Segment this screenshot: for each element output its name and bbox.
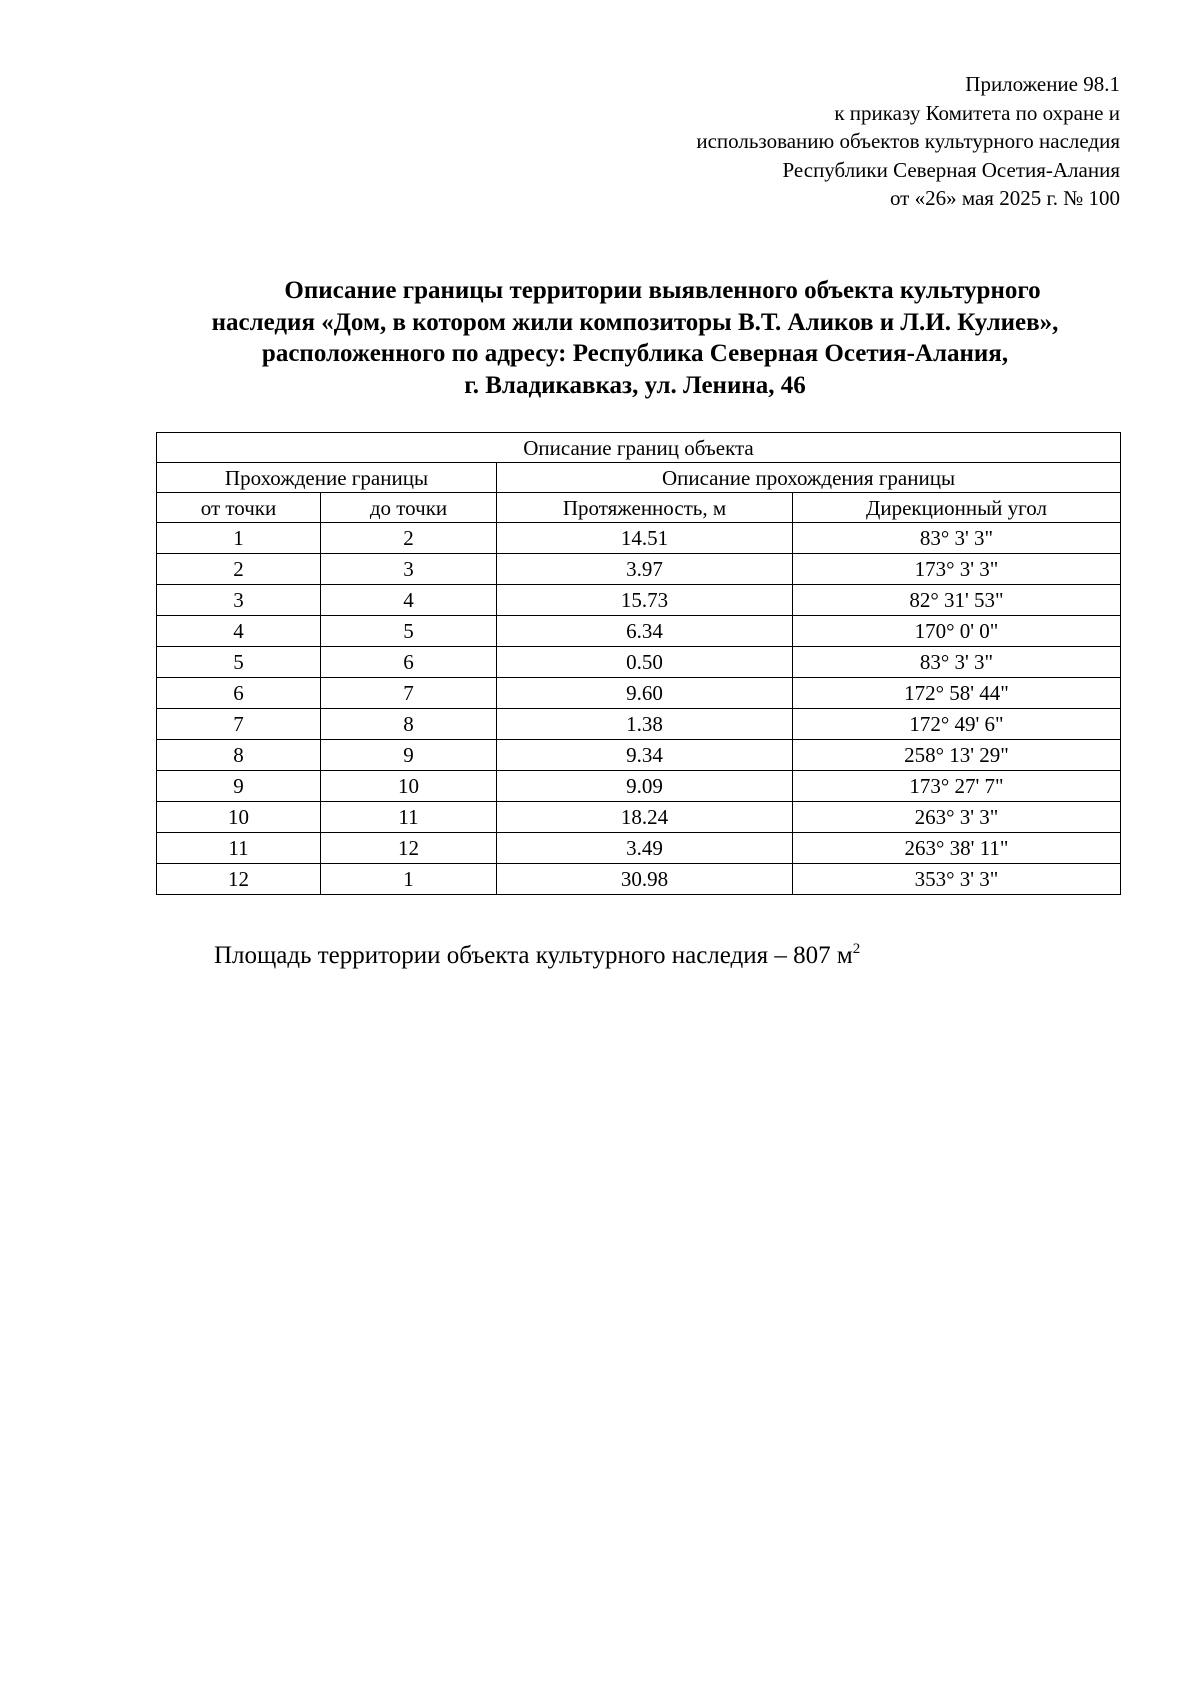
appendix-line: к приказу Комитета по охране и [834,100,1120,125]
cell-from: 12 [157,864,321,895]
cell-angle: 82° 31' 53" [793,585,1121,616]
cell-angle: 258° 13' 29" [793,740,1121,771]
document-title [150,275,1120,401]
table-row [157,554,1121,585]
cell-from: 4 [157,616,321,647]
cell-from: 2 [157,554,321,585]
header-boundary-passage: Прохождение границы [157,463,497,493]
cell-length: 3.97 [497,554,793,585]
table-row [157,647,1121,678]
cell-to: 4 [321,585,497,616]
cell-to: 1 [321,864,497,895]
cell-angle: 263° 3' 3" [793,802,1121,833]
cell-from: 10 [157,802,321,833]
table-group-header-row [157,463,1121,493]
cell-from: 11 [157,833,321,864]
title-line: расположенного по адресу: Республика Северная Осетия-Алания, [261,340,1009,367]
cell-length: 9.34 [497,740,793,771]
title-line: г. Владикавказ, ул. Ленина, 46 [464,371,806,399]
table-row [157,678,1121,709]
cell-to: 3 [321,554,497,585]
cell-angle: 172° 49' 6" [793,709,1121,740]
cell-to: 12 [321,833,497,864]
cell-angle: 173° 3' 3" [793,554,1121,585]
cell-from: 9 [157,771,321,802]
table-row [157,802,1121,833]
table-row [157,523,1121,554]
cell-to: 8 [321,709,497,740]
table-row [157,833,1121,864]
table-column-header-row [157,493,1121,523]
cell-length: 14.51 [497,523,793,554]
cell-to: 2 [321,523,497,554]
cell-length: 30.98 [497,864,793,895]
area-text: Площадь территории объекта культурного наследия – 807 м [214,942,853,969]
cell-angle: 170° 0' 0" [793,616,1121,647]
header-length: Протяженность, м [497,493,793,523]
cell-length: 15.73 [497,585,793,616]
table-row [157,585,1121,616]
table-row [157,740,1121,771]
cell-to: 6 [321,647,497,678]
cell-length: 18.24 [497,802,793,833]
cell-from: 1 [157,523,321,554]
cell-from: 6 [157,678,321,709]
area-statement [214,940,860,972]
appendix-line: Республики Северная Осетия-Алания [782,157,1120,182]
cell-angle: 83° 3' 3" [793,523,1121,554]
title-line: наследия «Дом, в котором жили композиторы В.Т. Аликов и Л.И. Кулиев», [211,308,1059,336]
cell-to: 10 [321,771,497,802]
area-unit-superscript: 2 [852,941,861,957]
title-line: Описание границы территории выявленного объекта культурного [284,277,1041,304]
cell-length: 6.34 [497,616,793,647]
appendix-line: Приложение 98.1 [965,72,1120,96]
cell-to: 7 [321,678,497,709]
table-row [157,616,1121,647]
cell-length: 1.38 [497,709,793,740]
table-row [157,709,1121,740]
table-caption-row [157,433,1121,463]
header-direction-angle: Дирекционный угол [793,493,1121,523]
cell-from: 8 [157,740,321,771]
cell-to: 9 [321,740,497,771]
header-to-point: до точки [321,493,497,523]
cell-to: 11 [321,802,497,833]
appendix-line: от «26» мая 2025 г. № 100 [889,186,1120,210]
cell-angle: 263° 38' 11" [793,833,1121,864]
cell-length: 9.60 [497,678,793,709]
cell-from: 7 [157,709,321,740]
table-row [157,864,1121,895]
header-from-point: от точки [157,493,321,523]
cell-from: 3 [157,585,321,616]
appendix-block [696,70,1120,213]
header-passage-description: Описание прохождения границы [497,463,1121,493]
cell-from: 5 [157,647,321,678]
cell-angle: 173° 27' 7" [793,771,1121,802]
cell-length: 9.09 [497,771,793,802]
table-caption: Описание границ объекта [157,433,1121,463]
appendix-line: использованию объектов культурного наследия [696,129,1120,153]
cell-to: 5 [321,616,497,647]
cell-angle: 172° 58' 44" [793,678,1121,709]
boundary-table [156,432,1121,895]
cell-length: 0.50 [497,647,793,678]
cell-length: 3.49 [497,833,793,864]
cell-angle: 353° 3' 3" [793,864,1121,895]
table-row [157,771,1121,802]
cell-angle: 83° 3' 3" [793,647,1121,678]
